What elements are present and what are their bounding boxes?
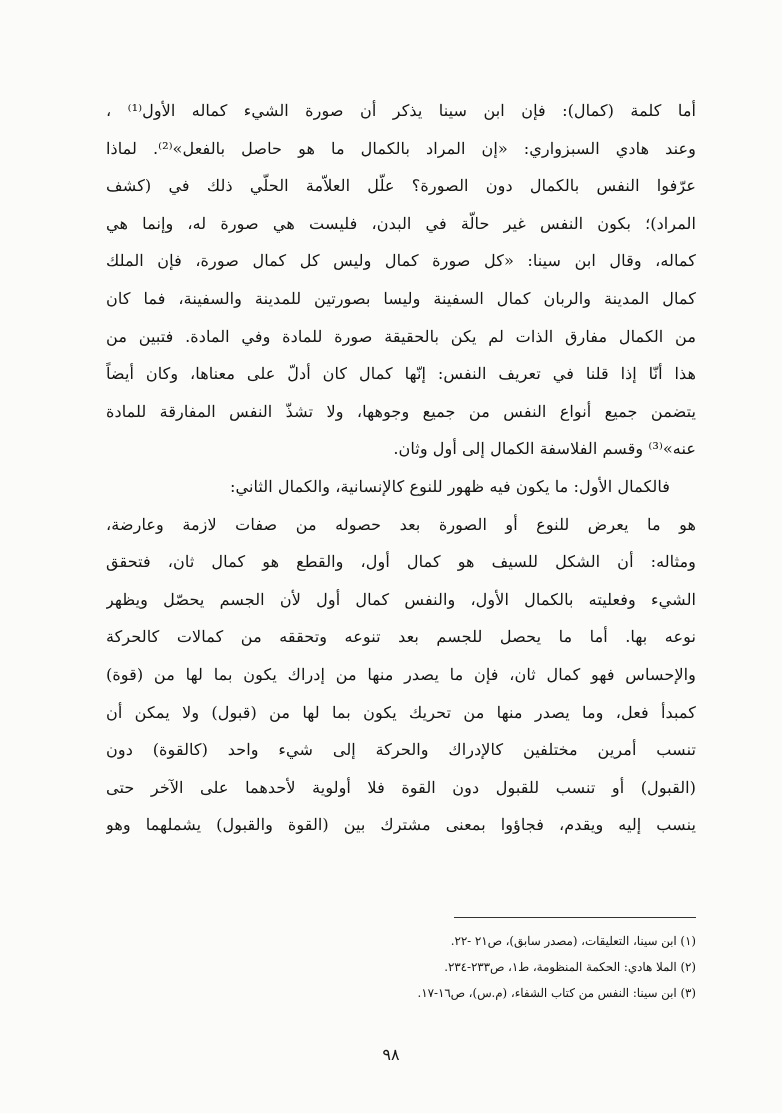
text-line: وعند هادي السبزواري: «إن المراد بالكمال ما هو حاصل بالفعل»⁽²⁾. لماذا bbox=[106, 138, 696, 158]
footnote-divider bbox=[454, 917, 696, 918]
text-line: من الكمال مفارق الذات لم يكن بالحقيقة صورة للمادة وفي المادة. فتبين من bbox=[106, 326, 696, 346]
footnote: (٢) الملا هادي: الحكمة المنظومة، ط١، ص٢٣٣-٢٣٤. bbox=[444, 960, 696, 974]
text-line: كمبدأ فعل، وما يصدر منها من تحريك يكون بما لها من (قبول) ولا يمكن أن bbox=[106, 702, 696, 722]
footnotes bbox=[330, 928, 696, 1006]
text-line: عنه»⁽³⁾ وقسم الفلاسفة الكمال إلى أول وثان. bbox=[393, 439, 696, 459]
body-text bbox=[106, 92, 696, 844]
text-line: ومثاله: أن الشكل للسيف هو كمال أول، والقطع هو كمال ثان، فتحقق bbox=[106, 552, 696, 572]
text-line: هذا أنّا إذا قلنا في تعريف النفس: إنّها كمال كان أدلّ على معناها، وكان أيضاً bbox=[106, 364, 696, 384]
text-line: عرّفوا النفس بالكمال دون الصورة؟ علّل العلاّمة الحلّي ذلك في (كشف bbox=[106, 176, 696, 196]
text-line: ينسب إليه ويقدم، فجاؤوا بمعنى مشترك بين (القوة والقبول) يشملهما وهو bbox=[106, 815, 696, 835]
page-number: ٩٨ bbox=[382, 1045, 400, 1064]
text-line: فالكمال الأول: ما يكون فيه ظهور للنوع كالإنسانية، والكمال الثاني: bbox=[230, 476, 670, 496]
footnote: (٣) ابن سينا: النفس من كتاب الشفاء، (م.س)، ص١٦-١٧. bbox=[417, 986, 696, 1000]
text-line: كمال المدينة والربان كمال السفينة وليسا بصورتين للمدينة والسفينة، فما كان bbox=[106, 288, 696, 308]
text-line: هو ما يعرض للنوع أو الصورة بعد حصوله من صفات لازمة وعارضة، bbox=[106, 514, 696, 534]
text-line: الشيء وفعليته بالكمال الأول، والنفس كمال أول لأن الجسم يحصّل ويظهر bbox=[106, 589, 696, 609]
text-line: كماله، وقال ابن سينا: «كل صورة كمال وليس كل كمال صورة، فإن الملك bbox=[106, 251, 696, 271]
text-line: نوعه بها. أما ما يحصل للجسم بعد تنوعه وتحققه من كمالات كالحركة bbox=[106, 627, 696, 647]
text-line: (القبول) أو تنسب للقبول دون القوة فلا أولوية لأحدهما على الآخر حتى bbox=[106, 777, 696, 797]
text-line: المراد)؛ بكون النفس غير حالّة في البدن، فليست هي صورة له، وإنما هي bbox=[106, 213, 696, 233]
footnote: (١) ابن سينا، التعليقات، (مصدر سابق)، ص٢١ -٢٢. bbox=[450, 934, 696, 948]
text-line: أما كلمة (كمال): فإن ابن سينا يذكر أن صورة الشيء كماله الأول⁽¹⁾ ، bbox=[106, 101, 696, 120]
text-line: تنسب أمرين مختلفين كالإدراك والحركة إلى شيء واحد (كالقوة) دون bbox=[106, 740, 696, 760]
text-line: يتضمن جميع أنواع النفس من جميع وجوهها، ولا تشذّ النفس المفارقة للمادة bbox=[106, 401, 696, 421]
text-line: والإحساس فهو كمال ثان، فإن ما يصدر منها من إدراك يكون بما لها من (قوة) bbox=[106, 664, 696, 684]
